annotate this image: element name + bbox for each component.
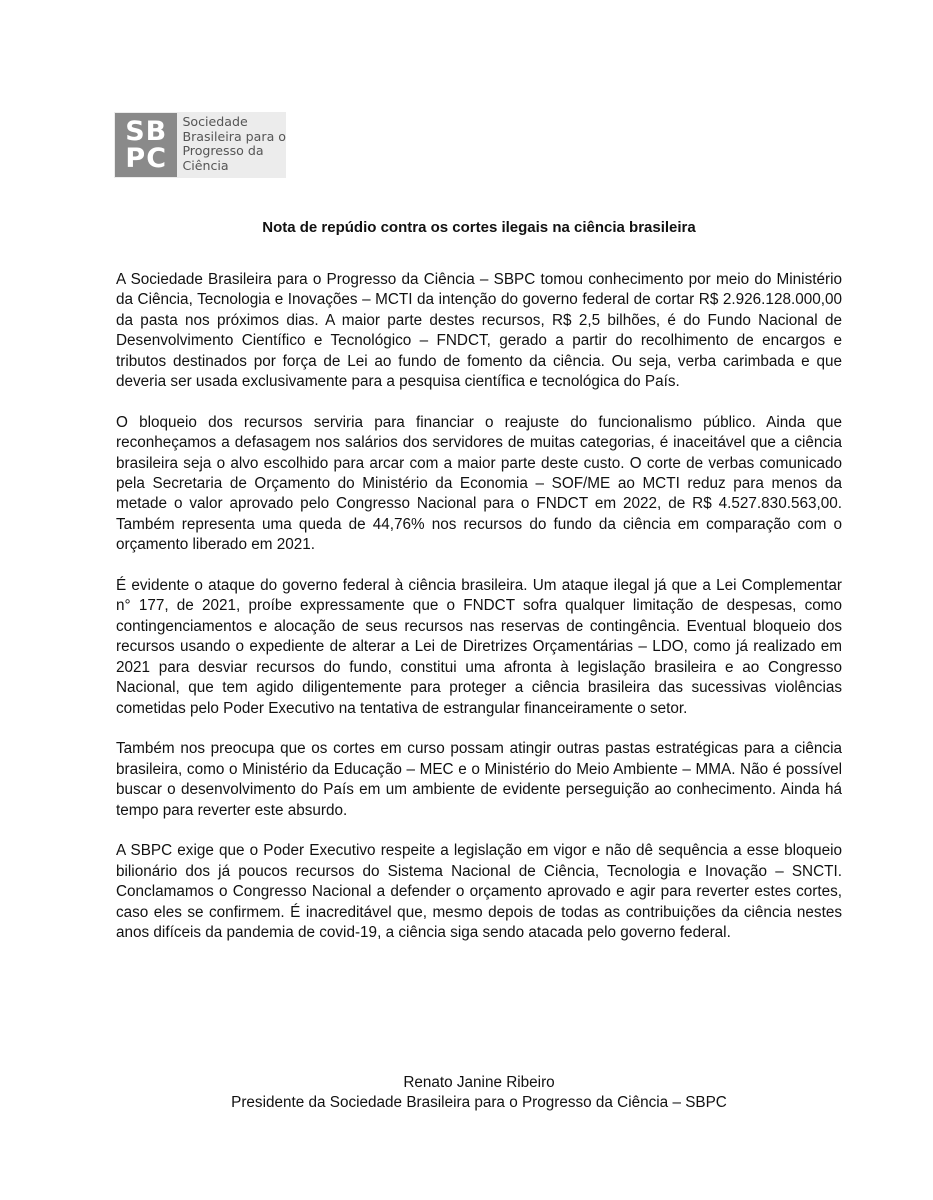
logo-mark xyxy=(115,113,177,177)
body-paragraph: A Sociedade Brasileira para o Progresso da Ciência – SBPC tomou conhecimento por meio do Ministério da Ciência, Tecnologia e Inovações – MCTI da intenção do governo federal de cortar R$ 2.926.128.000,00 da pasta nos próximos dias. A maior parte destes recursos, R$ 2,5 bilhões, é do Fundo Nacional de Desenvolvimento Científico e Tecnológico – FNDCT, gerado a partir do recolhimento de encargos e tributos destinados por força de Lei ao fundo de fomento da ciência. Ou seja, verba carimbada e que deveria ser usada exclusivamente para a pesquisa científica e tecnológica do País. xyxy=(116,271,842,391)
logo-text-line: Progresso da xyxy=(182,143,264,159)
document-body xyxy=(116,270,842,964)
sbpc-logo xyxy=(114,112,286,178)
logo-text-line: Sociedade xyxy=(182,114,248,129)
signature-name: Renato Janine Ribeiro xyxy=(403,1074,555,1091)
logo-mark-line-2: PC xyxy=(125,143,168,174)
body-paragraph: Também nos preocupa que os cortes em curso possam atingir outras pastas estratégicas para a ciência brasileira, como o Ministério da Educação – MEC e o Ministério do Meio Ambiente – MMA. Não é possível buscar o desenvolvimento do País em um ambiente de evidente perseguição ao conhecimento. Ainda há tempo para reverter este absurdo. xyxy=(116,740,842,819)
logo-text xyxy=(177,112,286,178)
document-title: Nota de repúdio contra os cortes ilegais na ciência brasileira xyxy=(262,219,696,236)
logo-text-line: Brasileira para o xyxy=(182,128,286,144)
logo-mark-line-1: SB xyxy=(125,116,168,147)
body-paragraph: É evidente o ataque do governo federal à ciência brasileira. Um ataque ilegal já que a Lei Complementar n° 177, de 2021, proíbe expressamente que o FNDCT sofra qualquer limitação de despesas, como contingenciamentos e alocação de seus recursos nas reservas de contingência. Eventual bloqueio dos recursos usando o expediente de alterar a Lei de Diretrizes Orçamentárias – LDO, como já realizado em 2021 para desviar recursos do fundo, constitui uma afronta à legislação brasileira e ao Congresso Nacional, que tem agido diligentemente para proteger a ciência brasileira das sucessivas violências cometidas pelo Poder Executivo na tentativa de estrangular financeiramente o setor. xyxy=(116,577,842,717)
body-paragraph: O bloqueio dos recursos serviria para financiar o reajuste do funcionalismo público. Ainda que reconheçamos a defasagem nos salários dos servidores de muitas categorias, é inaceitável que a ciência brasileira seja o alvo escolhido para arcar com a maior parte deste custo. O corte de verbas comunicado pela Secretaria de Orçamento do Ministério da Economia – SOF/ME ao MCTI reduz para menos da metade o valor aprovado pelo Congresso Nacional para o FNDCT em 2022, de R$ 4.527.830.563,00. Também representa uma queda de 44,76% nos recursos do fundo da ciência em comparação com o orçamento liberado em 2021. xyxy=(116,413,842,554)
logo-text-line: Ciência xyxy=(182,157,229,173)
signature-block xyxy=(114,1073,844,1114)
body-paragraph: A SBPC exige que o Poder Executivo respeite a legislação em vigor e não dê sequência a esse bloqueio bilionário dos já poucos recursos do Sistema Nacional de Ciência, Tecnologia e Inovação – SNCTI. Conclamamos o Congresso Nacional a defender o orçamento aprovado e agir para reverter estes cortes, caso eles se confirmem. É inacreditável que, mesmo depois de todas as contribuições da ciência nestes anos difíceis da pandemia de covid-19, a ciência siga sendo atacada pelo governo federal. xyxy=(116,842,842,941)
signature-role: Presidente da Sociedade Brasileira para o Progresso da Ciência – SBPC xyxy=(231,1094,727,1112)
